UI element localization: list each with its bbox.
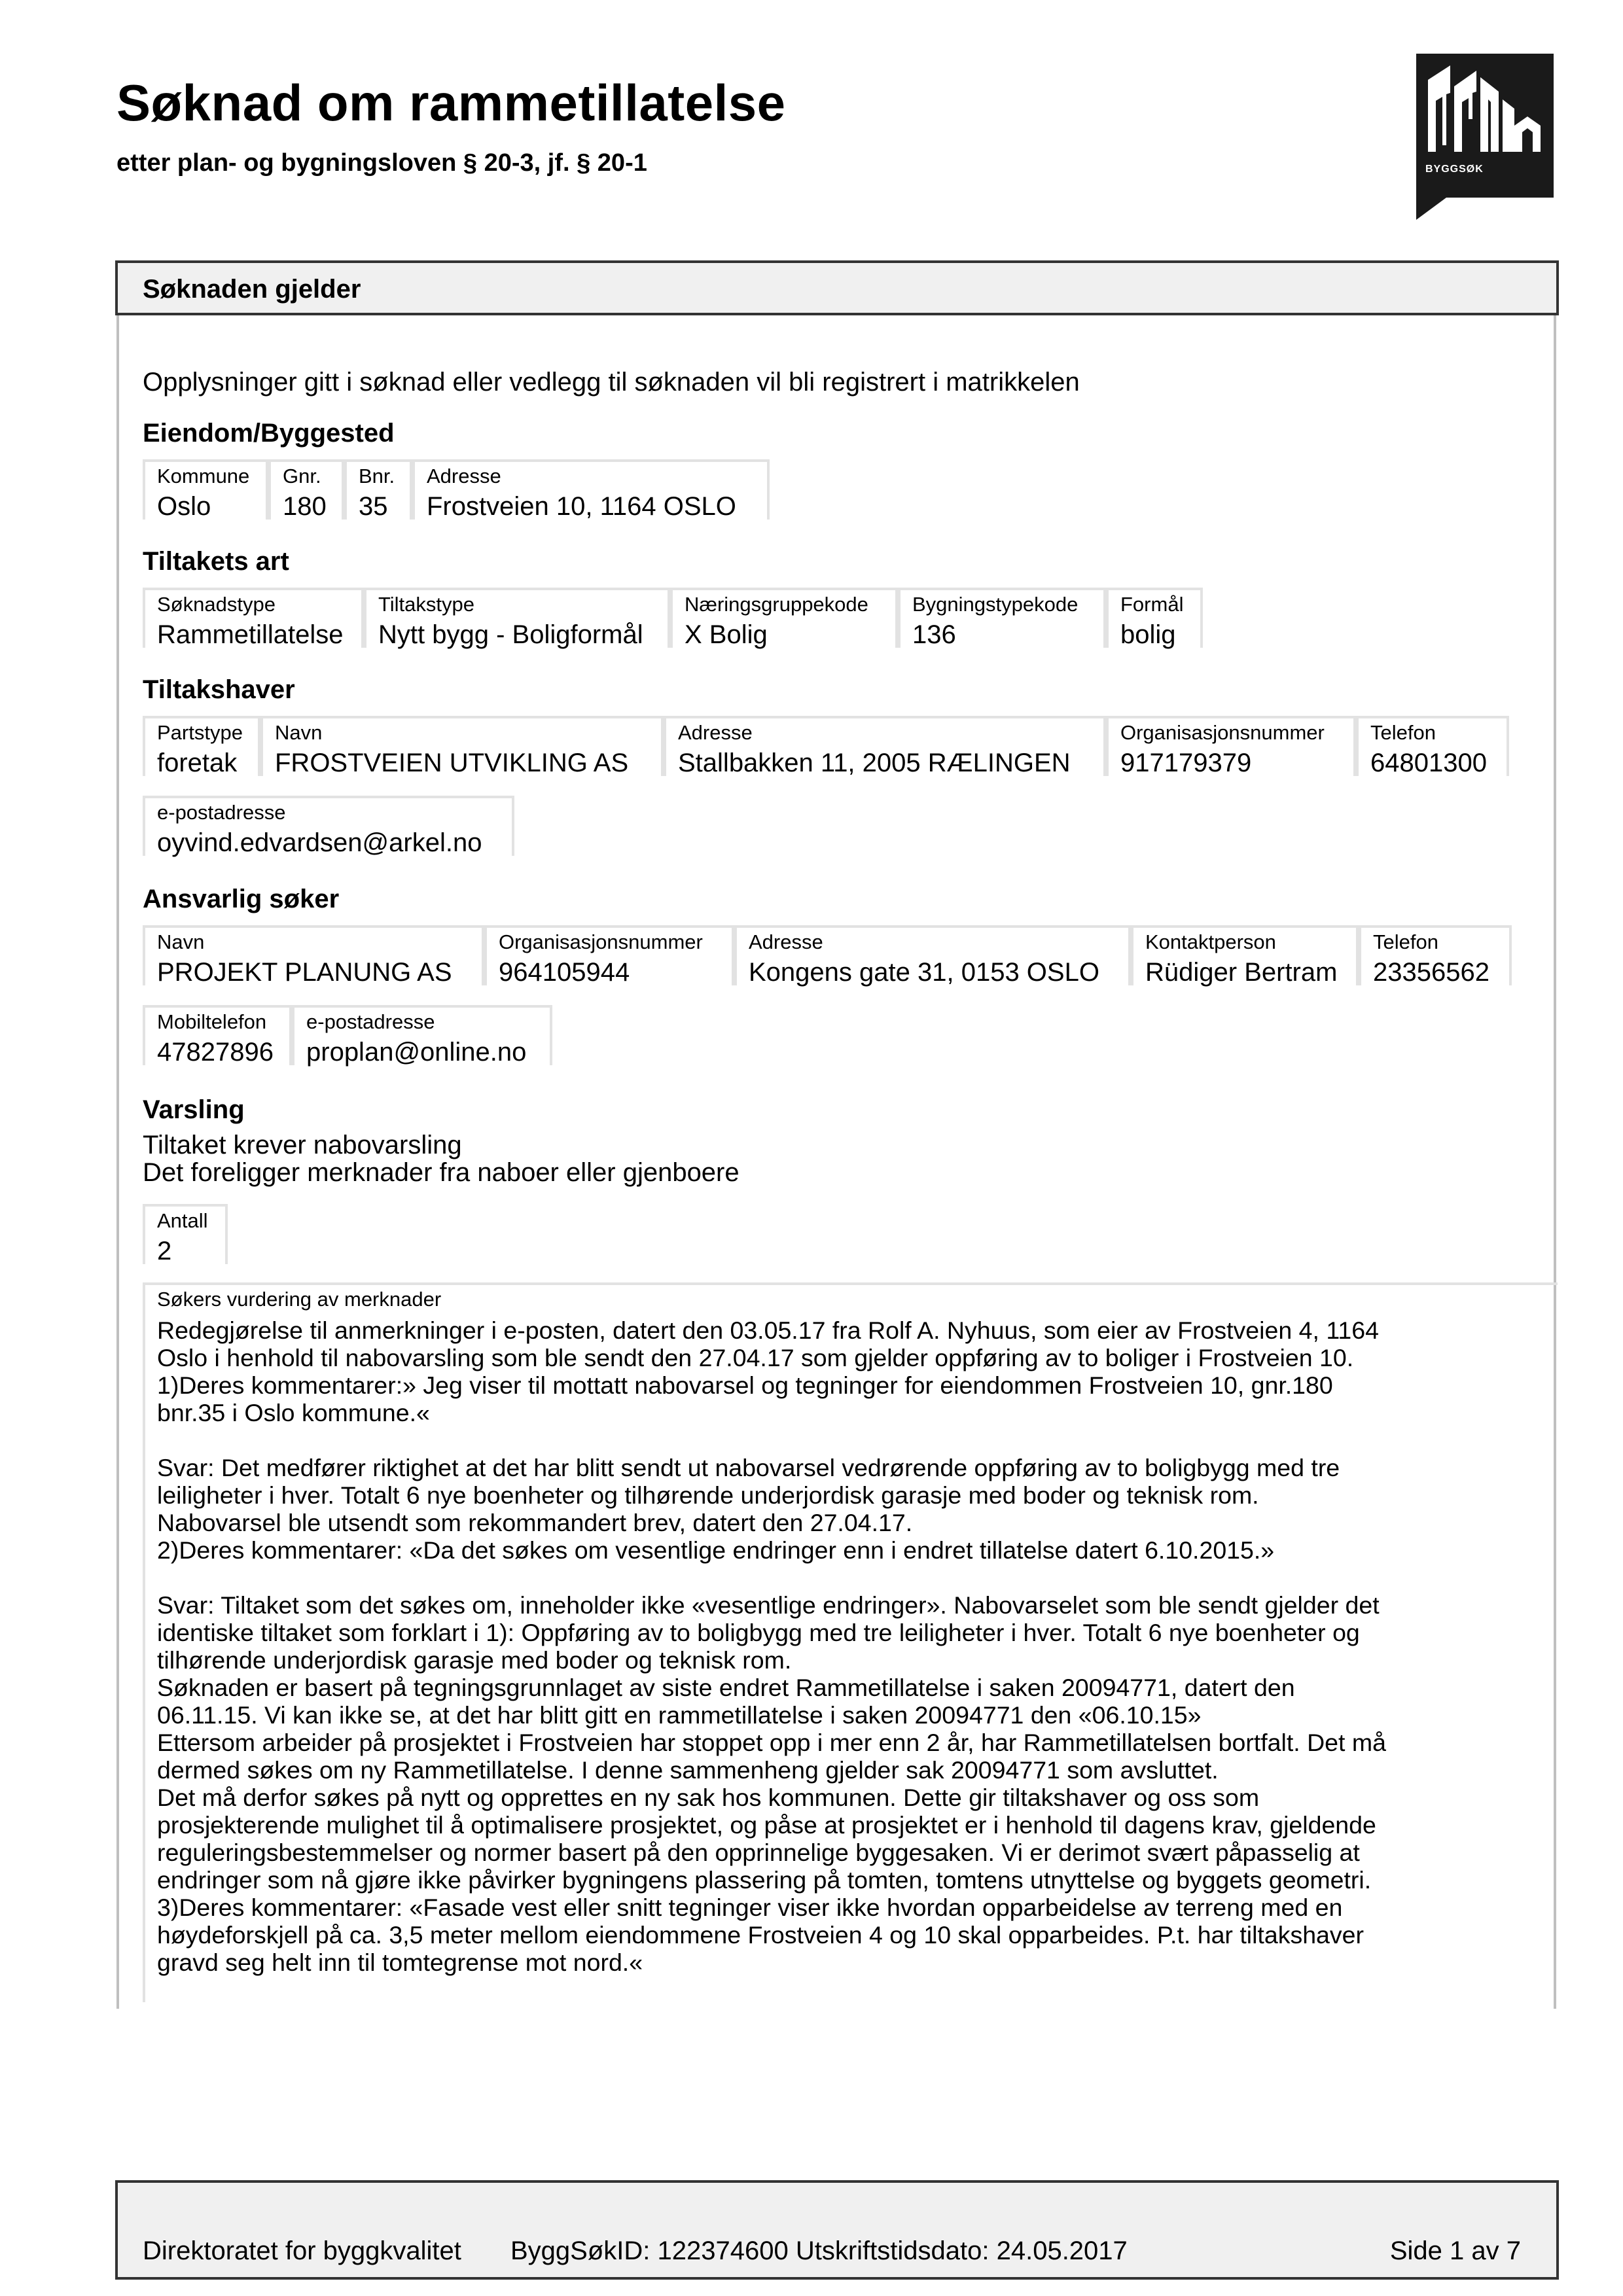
field-value: foretak <box>157 749 238 777</box>
field-e-postadresse <box>143 796 514 856</box>
field-value: Kongens gate 31, 0153 OSLO <box>749 958 1099 987</box>
field-adresse <box>734 925 1131 985</box>
merknader-line: 2)Deres kommentarer: «Da det søkes om vesentlige endringer enn i endret tillatelse datert 6.10.2015.» <box>157 1536 1275 1564</box>
field-value: PROJEKT PLANUNG AS <box>157 958 452 987</box>
document-subtitle: etter plan- og bygningsloven § 20-3, jf. § 20-1 <box>116 149 647 177</box>
byggsok-logo-icon <box>1416 54 1554 198</box>
field-label: Organisasjonsnummer <box>1120 721 1325 744</box>
field-kommune <box>143 459 268 520</box>
field-label: Bnr. <box>359 465 395 487</box>
field-value: Oslo <box>157 492 211 521</box>
field-label: Adresse <box>678 721 753 744</box>
byggsok-logo <box>1416 54 1554 198</box>
merknader-line: gravd seg helt inn til tomtegrense mot nord.« <box>157 1949 643 1976</box>
field-value: Frostveien 10, 1164 OSLO <box>427 492 736 521</box>
merknader-line: Redegjørelse til anmerkninger i e-posten, datert den 03.05.17 fra Rolf A. Nyhuus, som eier av Frostveien 4, 1164 <box>157 1316 1379 1344</box>
intro-text: Opplysninger gitt i søknad eller vedlegg til søknaden vil bli registrert i matrikkelen <box>143 368 1080 397</box>
merknader-line: 06.11.15. Vi kan ikke se, at det har blitt gitt en rammetillatelse i saken 20094771 den «06.10.15» <box>157 1701 1202 1729</box>
field-value: 136 <box>912 620 956 649</box>
field-naeringsgruppekode <box>670 588 898 648</box>
merknader-line: endringer som nå gjøre ikke påvirker bygningens plassering på tomten, tomtens utnyttelse og byggets geometri. <box>157 1866 1372 1894</box>
field-label: Telefon <box>1370 721 1436 744</box>
field-label: Adresse <box>749 930 823 953</box>
field-value: 35 <box>359 492 388 521</box>
field-soknadstype <box>143 588 364 648</box>
merknader-line <box>157 1426 1543 1454</box>
heading-ansvarlig-soker: Ansvarlig søker <box>143 885 340 913</box>
field-bygningstypekode <box>898 588 1106 648</box>
logo-label: BYGGSØK <box>1425 164 1484 175</box>
field-partstype <box>143 716 260 776</box>
field-telefon <box>1359 925 1512 985</box>
field-label: Partstype <box>157 721 243 744</box>
section-title: Søknaden gjelder <box>143 275 361 304</box>
merknader-line: prosjekterende mulighet til å optimalisere prosjektet, og påse at prosjektet er i henhold til dagens krav, gjeldende <box>157 1811 1376 1839</box>
field-telefon <box>1356 716 1509 776</box>
field-label: Søkers vurdering av merknader <box>157 1288 442 1311</box>
field-value: 47827896 <box>157 1038 274 1067</box>
merknader-line: bnr.35 i Oslo kommune.« <box>157 1399 430 1426</box>
field-label: e-postadresse <box>306 1010 435 1033</box>
field-mobiltelefon <box>143 1005 292 1065</box>
section-header <box>115 260 1559 315</box>
merknader-line: 1)Deres kommentarer:» Jeg viser til mottatt nabovarsel og tegninger for eiendommen Frostveien 10, gnr.180 <box>157 1371 1333 1399</box>
field-label: Antall <box>157 1209 208 1232</box>
merknader-line: Nabovarsel ble utsendt som rekommandert brev, datert den 27.04.17. <box>157 1509 913 1536</box>
field-tiltakstype <box>364 588 670 648</box>
field-label: Navn <box>275 721 323 744</box>
field-adresse <box>664 716 1106 776</box>
page-footer <box>115 2180 1559 2280</box>
footer-org: Direktoratet for byggkvalitet <box>143 2236 461 2265</box>
field-organisasjonsnummer <box>484 925 734 985</box>
field-label: Formål <box>1120 593 1184 616</box>
footer-page: Side 1 av 7 <box>1389 2236 1521 2265</box>
merknader-line: Oslo i henhold til nabovarsling som ble sendt den 27.04.17 som gjelder oppføring av to boliger i Frostveien 10. <box>157 1344 1354 1371</box>
field-adresse <box>412 459 770 520</box>
field-label: Telefon <box>1373 930 1438 953</box>
field-label: e-postadresse <box>157 801 286 824</box>
heading-varsling: Varsling <box>143 1095 245 1124</box>
merknader-line: høydeforskjell på ca. 3,5 meter mellom eiendommene Frostveien 4 og 10 skal opparbeides. P.t. har tiltakshaver <box>157 1921 1364 1949</box>
field-label: Organisasjonsnummer <box>499 930 703 953</box>
field-value: 917179379 <box>1120 749 1252 777</box>
field-label: Mobiltelefon <box>157 1010 267 1033</box>
merknader-line: dermed søkes om ny Rammetillatelse. I denne sammenheng gjelder sak 20094771 som avsluttet. <box>157 1756 1219 1784</box>
varsling-line: Tiltaket krever nabovarsling <box>143 1131 462 1159</box>
field-gnr <box>268 459 344 520</box>
merknader-line: leiligheter i hver. Totalt 6 nye boenheter og tilhørende underjordisk garasje med boder og teknisk rom. <box>157 1481 1259 1509</box>
field-value: FROSTVEIEN UTVIKLING AS <box>275 749 629 777</box>
field-label: Gnr. <box>283 465 321 487</box>
merknader-line: Søknaden er basert på tegningsgrunnlaget av siste endret Rammetillatelse i saken 20094771, datert den <box>157 1674 1295 1701</box>
footer-id: ByggSøkID: 122374600 Utskriftstidsdato: 24.05.2017 <box>510 2236 1128 2265</box>
field-value: bolig <box>1120 620 1176 649</box>
heading-tiltakshaver: Tiltakshaver <box>143 675 295 704</box>
field-label: Tiltakstype <box>378 593 475 616</box>
merknader-line <box>157 1564 1543 1591</box>
field-label: Bygningstypekode <box>912 593 1079 616</box>
field-navn <box>143 925 484 985</box>
document-title: Søknad om rammetillatelse <box>116 74 786 132</box>
field-value: 64801300 <box>1370 749 1487 777</box>
field-value: Rammetillatelse <box>157 620 344 649</box>
merknader-line: Ettersom arbeider på prosjektet i Frostveien har stoppet opp i mer enn 2 år, har Rammetillatelsen bortfalt. Det må <box>157 1729 1386 1756</box>
field-kontaktperson <box>1131 925 1359 985</box>
field-label: Kontaktperson <box>1145 930 1276 953</box>
field-value: oyvind.edvardsen@arkel.no <box>157 828 482 857</box>
field-value: Stallbakken 11, 2005 RÆLINGEN <box>678 749 1071 777</box>
field-label: Adresse <box>427 465 501 487</box>
field-bnr <box>344 459 412 520</box>
heading-eiendom: Eiendom/Byggested <box>143 419 395 448</box>
merknader-vurdering-text <box>157 1316 1543 1976</box>
field-label: Næringsgruppekode <box>685 593 868 616</box>
field-organisasjonsnummer <box>1106 716 1356 776</box>
field-value: X Bolig <box>685 620 768 649</box>
field-value: Rüdiger Bertram <box>1145 958 1338 987</box>
field-navn <box>260 716 664 776</box>
merknader-line: identiske tiltaket som forklart i 1): Oppføring av to boligbygg med tre leiligheter i hver. Totalt 6 nye boenheter og <box>157 1619 1360 1646</box>
field-label: Kommune <box>157 465 250 487</box>
merknader-line: 3)Deres kommentarer: «Fasade vest eller snitt tegninger viser ikke hvordan opparbeidelse av terreng med en <box>157 1894 1343 1921</box>
field-antall <box>143 1204 228 1264</box>
field-label: Navn <box>157 930 205 953</box>
merknader-line: tilhørende underjordisk garasje med boder og teknisk rom. <box>157 1646 792 1674</box>
field-value: 964105944 <box>499 958 630 987</box>
field-e-postadresse <box>292 1005 552 1065</box>
heading-tiltakets-art: Tiltakets art <box>143 547 289 576</box>
merknader-line: reguleringsbestemmelser og normer basert på den opprinnelige byggesaken. Vi er derimot svært påpasselig at <box>157 1839 1360 1866</box>
field-value: Nytt bygg - Boligformål <box>378 620 643 649</box>
field-value: 23356562 <box>1373 958 1489 987</box>
merknader-line: Det må derfor søkes på nytt og opprettes en ny sak hos kommunen. Dette gir tiltakshaver og oss som <box>157 1784 1260 1811</box>
merknader-line: Svar: Tiltaket som det søkes om, inneholder ikke «vesentlige endringer». Nabovarselet som ble sendt gjelder det <box>157 1591 1380 1619</box>
field-value: 2 <box>157 1237 172 1265</box>
field-value: proplan@online.no <box>306 1038 527 1067</box>
field-value: 180 <box>283 492 327 521</box>
field-label: Søknadstype <box>157 593 276 616</box>
field-formal <box>1106 588 1203 648</box>
logo-tab <box>1416 198 1446 220</box>
varsling-line: Det foreligger merknader fra naboer eller gjenboere <box>143 1158 740 1187</box>
merknader-line: Svar: Det medfører riktighet at det har blitt sendt ut nabovarsel vedrørende oppføring av to boligbygg med tre <box>157 1454 1340 1481</box>
